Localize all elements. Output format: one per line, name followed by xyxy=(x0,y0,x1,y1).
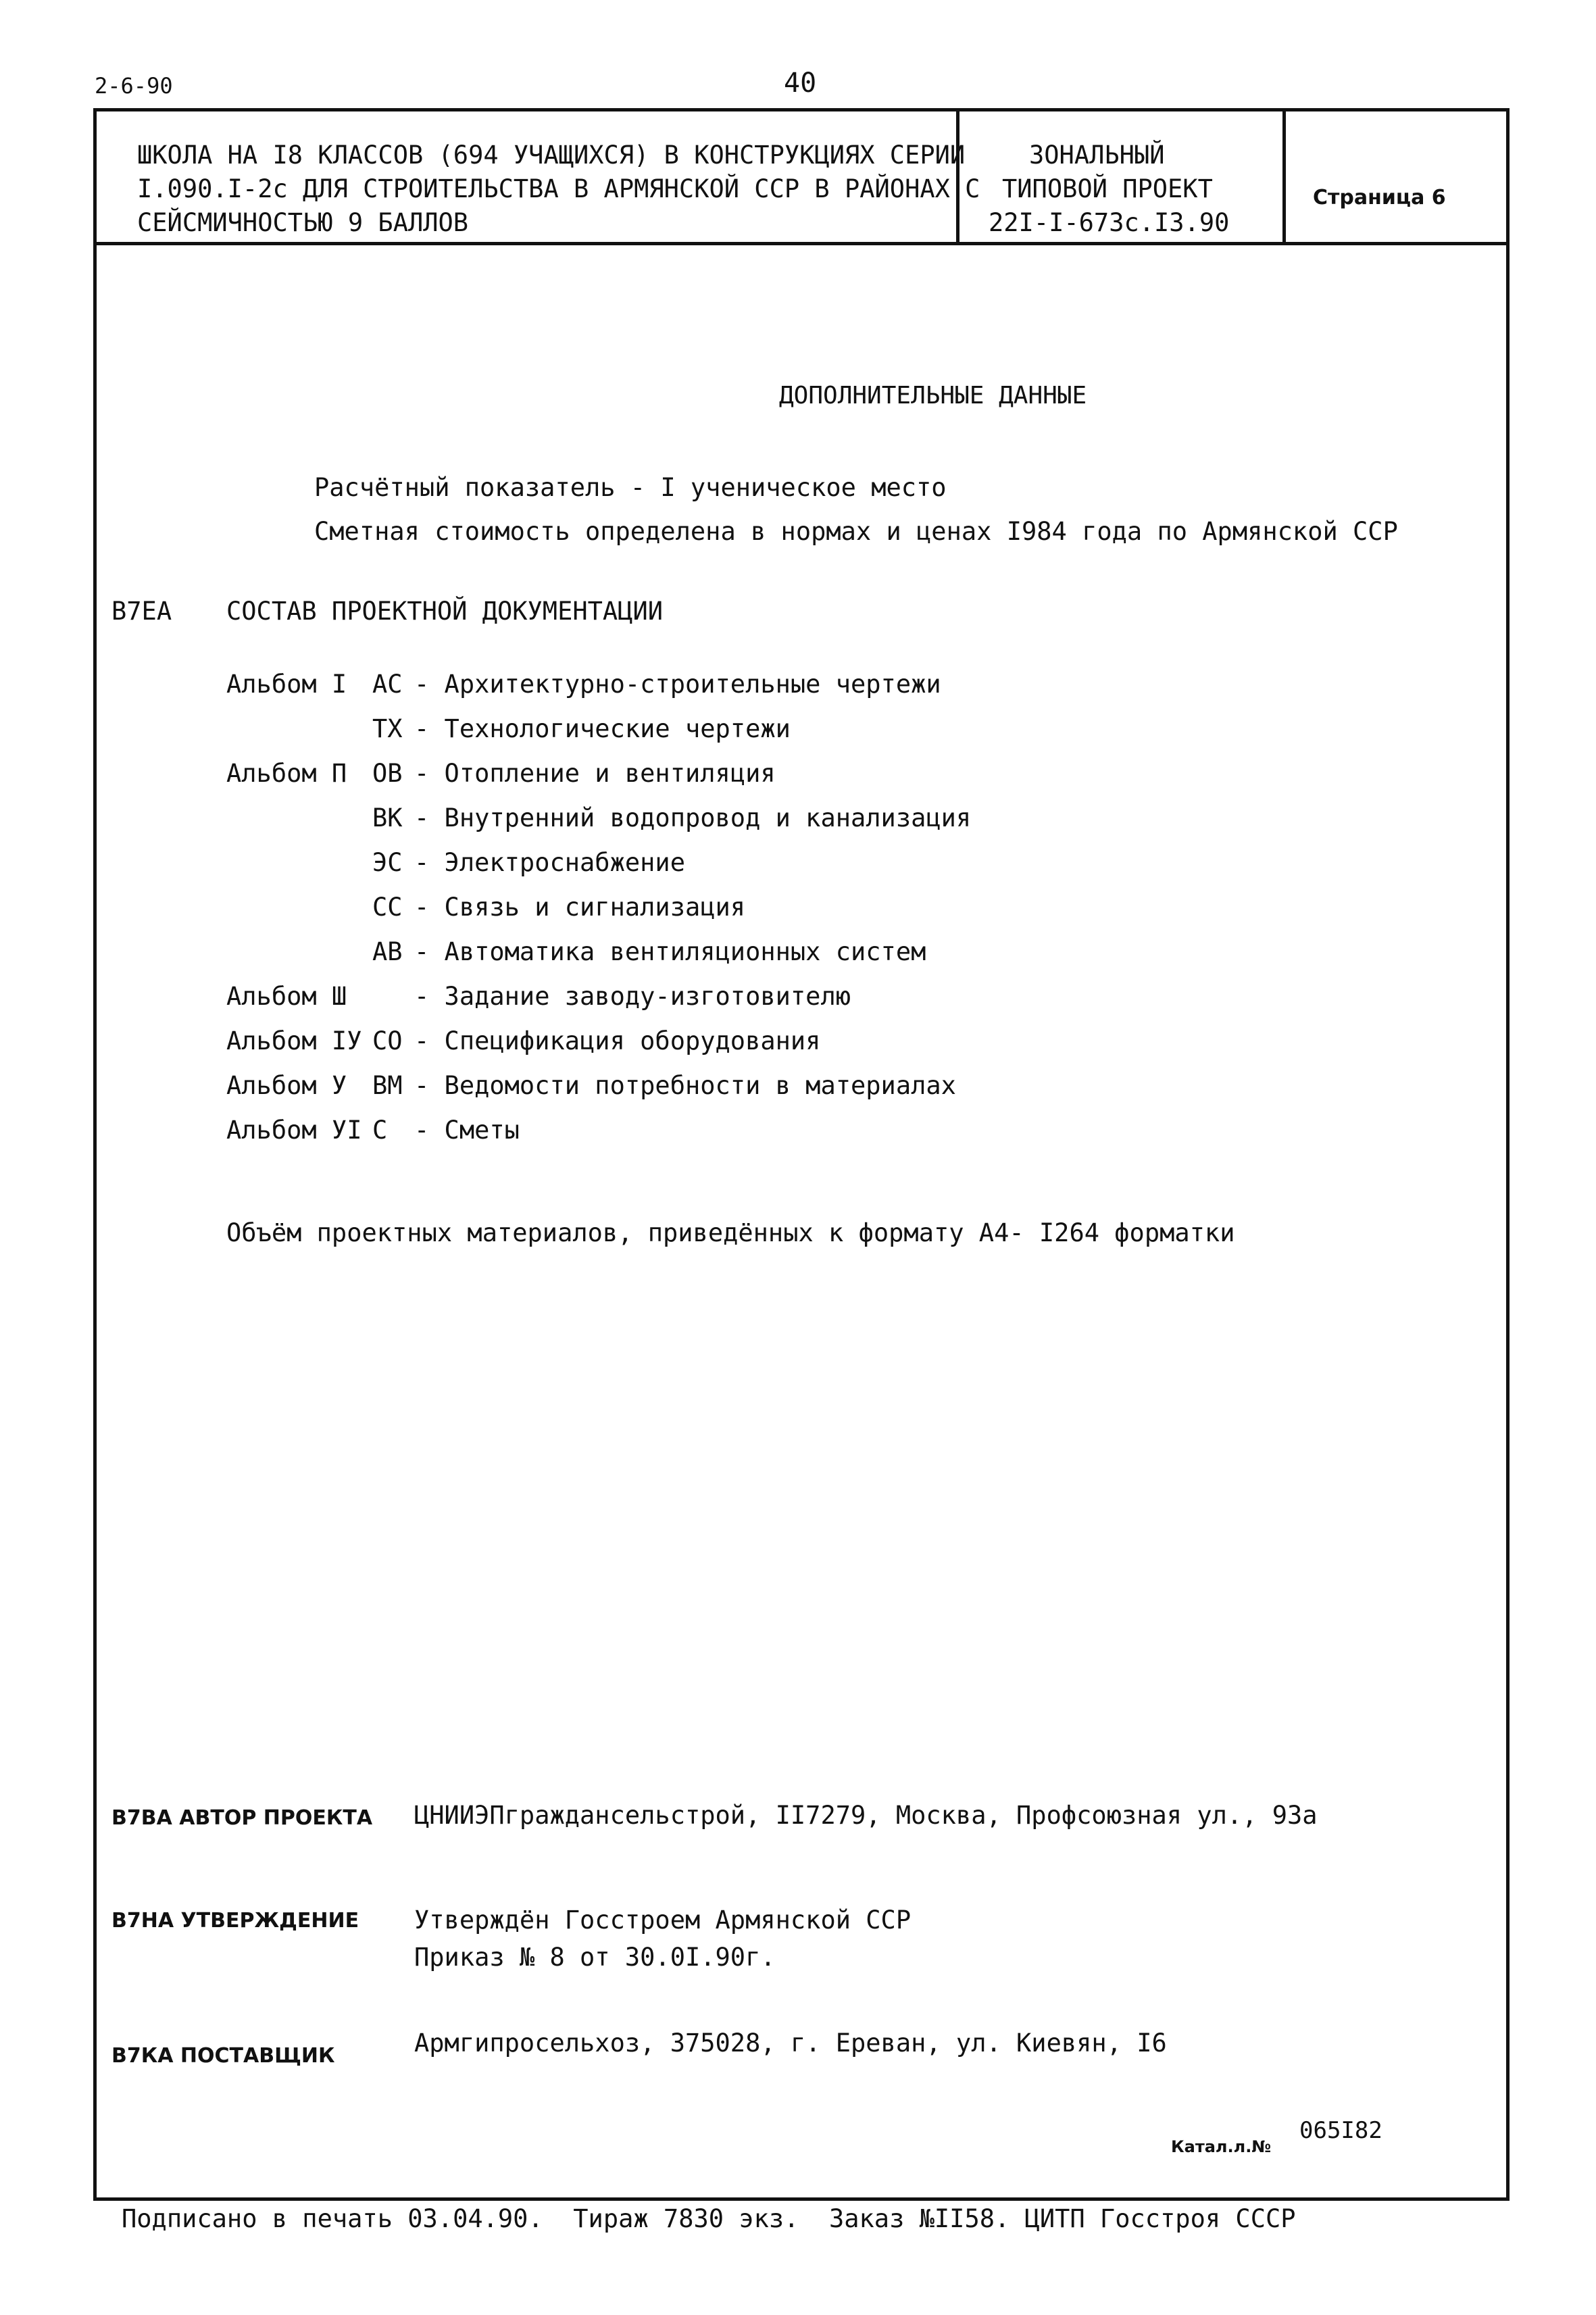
album-mark: ЭС xyxy=(372,848,403,877)
album-label: Альбом УI xyxy=(226,1116,362,1145)
author-value: ЦНИИЭПграждансельстрой, II7279, Москва, Профсоюзная ул., 93а xyxy=(414,1801,1318,1830)
album-description: - Технологические чертежи xyxy=(414,714,791,743)
album-mark: С xyxy=(372,1116,388,1145)
album-description: - Сметы xyxy=(414,1116,520,1145)
album-description: - Отопление и вентиляция xyxy=(414,759,776,788)
catalog-label: Катал.л.№ xyxy=(1171,2137,1272,2156)
approval-label: В7НА УТВЕРЖДЕНИЕ xyxy=(111,1909,359,1933)
album-mark: СО xyxy=(372,1026,403,1055)
album-description: - Архитектурно-строительные чертежи xyxy=(414,670,941,699)
cost-basis: Сметная стоимость определена в нормах и ценах I984 года по Армянской ССР xyxy=(314,517,1398,546)
composition-code: В7ЕА xyxy=(111,597,172,626)
title-line: ШКОЛА НА I8 КЛАССОВ (694 УЧАЩИХСЯ) В КОНСТРУКЦИЯХ СЕРИИ xyxy=(137,141,966,170)
page-frame xyxy=(93,108,1510,2201)
supplier-label: В7КА ПОСТАВЩИК xyxy=(111,2044,335,2068)
album-mark: ТХ xyxy=(372,714,403,743)
catalog-number: 065I82 xyxy=(1299,2117,1382,2144)
page-label: Страница 6 xyxy=(1313,186,1446,209)
project-line: 22I-I-673с.I3.90 xyxy=(989,208,1230,237)
approval-line2: Приказ № 8 от 30.0I.90г. xyxy=(414,1943,776,1972)
author-label: В7ВА АВТОР ПРОЕКТА xyxy=(111,1806,373,1830)
section-heading: ДОПОЛНИТЕЛЬНЫЕ ДАННЫЕ xyxy=(779,382,1087,409)
album-description: - Внутренний водопровод и канализация xyxy=(414,803,972,832)
album-mark: ОВ xyxy=(372,759,403,788)
title-block xyxy=(97,111,1506,245)
project-line: ТИПОВОЙ ПРОЕКТ xyxy=(1002,174,1213,203)
album-mark: АВ xyxy=(372,937,403,966)
album-label: Альбом IУ xyxy=(226,1026,362,1055)
album-mark: АС xyxy=(372,670,403,699)
album-mark: ВМ xyxy=(372,1071,403,1100)
calc-indicator: Расчётный показатель - I ученическое место xyxy=(314,473,947,502)
supplier-value: Армгипросельхоз, 375028, г. Ереван, ул. Киевян, I6 xyxy=(414,2028,1167,2058)
album-description: - Электроснабжение xyxy=(414,848,685,877)
document-title xyxy=(137,139,980,240)
title-line: I.090.I-2с ДЛЯ СТРОИТЕЛЬСТВА В АРМЯНСКОЙ ССР В РАЙОНАХ С xyxy=(137,174,980,203)
album-mark: СС xyxy=(372,893,403,922)
composition-title: СОСТАВ ПРОЕКТНОЙ ДОКУМЕНТАЦИИ xyxy=(226,597,664,626)
project-designation xyxy=(989,139,1229,240)
album-description: - Спецификация оборудования xyxy=(414,1026,821,1055)
page-number: 40 xyxy=(784,68,817,99)
volume-text: Объём проектных материалов, приведённых к формату А4- I264 форматки xyxy=(226,1218,1235,1247)
album-label: Альбом У xyxy=(226,1071,347,1100)
album-mark: ВК xyxy=(372,803,403,832)
album-description: - Связь и сигнализация xyxy=(414,893,746,922)
album-label: Альбом Ш xyxy=(226,982,347,1011)
print-footer: Подписано в печать 03.04.90. Тираж 7830 экз. Заказ №II58. ЦИТП Госстроя СССР xyxy=(122,2204,1296,2233)
title-line: СЕЙСМИЧНОСТЬЮ 9 БАЛЛОВ xyxy=(137,208,469,237)
album-description: - Автоматика вентиляционных систем xyxy=(414,937,926,966)
title-block-divider xyxy=(1282,111,1286,242)
approval-line1: Утверждён Госстроем Армянской ССР xyxy=(414,1906,912,1935)
document-code: 2-6-90 xyxy=(95,73,173,99)
album-description: - Ведомости потребности в материалах xyxy=(414,1071,956,1100)
album-description: - Задание заводу-изготовителю xyxy=(414,982,851,1011)
album-label: Альбом П xyxy=(226,759,347,788)
album-label: Альбом I xyxy=(226,670,347,699)
project-line: ЗОНАЛЬНЫЙ xyxy=(1029,141,1165,170)
